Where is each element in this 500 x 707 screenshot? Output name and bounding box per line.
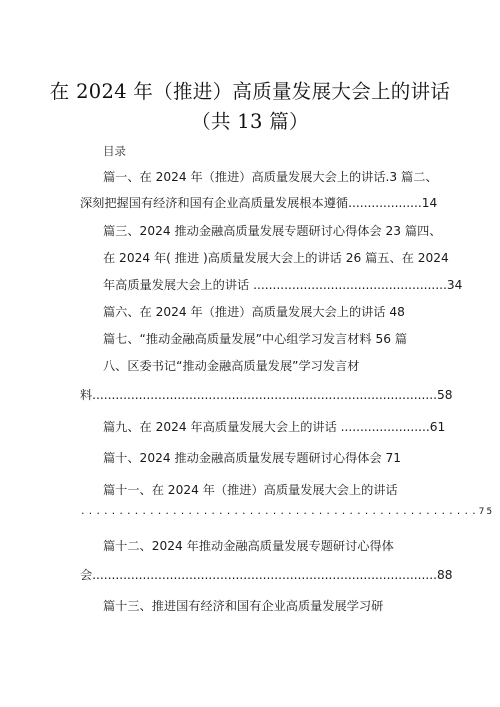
document-title-line-1: 在 2024 年（推进）高质量发展大会上的讲话 bbox=[49, 80, 451, 103]
toc-line: 会.........................................................................................88 bbox=[80, 568, 453, 582]
toc-line: 篇十三、推进国有经济和国有企业高质量发展学习研 bbox=[103, 599, 384, 613]
toc-line: 料.........................................................................................58 bbox=[80, 388, 453, 402]
toc-line: 篇三、2024 推动金融高质量发展专题研讨心得体会 23 篇四、 bbox=[103, 224, 442, 238]
toc-line: 在 2024 年( 推进 )高质量发展大会上的讲话 26 篇五、在 2024 bbox=[103, 251, 449, 265]
toc-line: 篇六、在 2024 年（推进）高质量发展大会上的讲话 48 bbox=[103, 305, 405, 319]
toc-line: 篇十、2024 推动金融高质量发展专题研讨心得体会 71 bbox=[103, 451, 402, 465]
toc-heading: 目录 bbox=[103, 144, 126, 158]
toc-line: 八、区委书记“推动金融高质量发展”学习发言材 bbox=[103, 359, 360, 373]
toc-line: 深刻把握国有经济和国有企业高质量发展根本遵循...................14 bbox=[80, 196, 438, 210]
toc-line: ....................................................75 bbox=[80, 506, 495, 517]
toc-line: 篇九、在 2024 年高质量发展大会上的讲话 .......................61 bbox=[103, 420, 446, 434]
document-title-line-2: （共 13 篇） bbox=[191, 110, 309, 133]
toc-line: 年高质量发展大会上的讲话 ..................................................34 bbox=[103, 278, 463, 292]
toc-line: 篇一、在 2024 年（推进）高质量发展大会上的讲话.3 篇二、 bbox=[103, 170, 438, 184]
toc-line: 篇七、“推动金融高质量发展”中心组学习发言材料 56 篇 bbox=[103, 332, 408, 346]
toc-line: 篇十二、2024 年推动金融高质量发展专题研讨心得体 bbox=[103, 539, 394, 553]
toc-line: 篇十一、在 2024 年（推进）高质量发展大会上的讲话 bbox=[103, 483, 398, 497]
